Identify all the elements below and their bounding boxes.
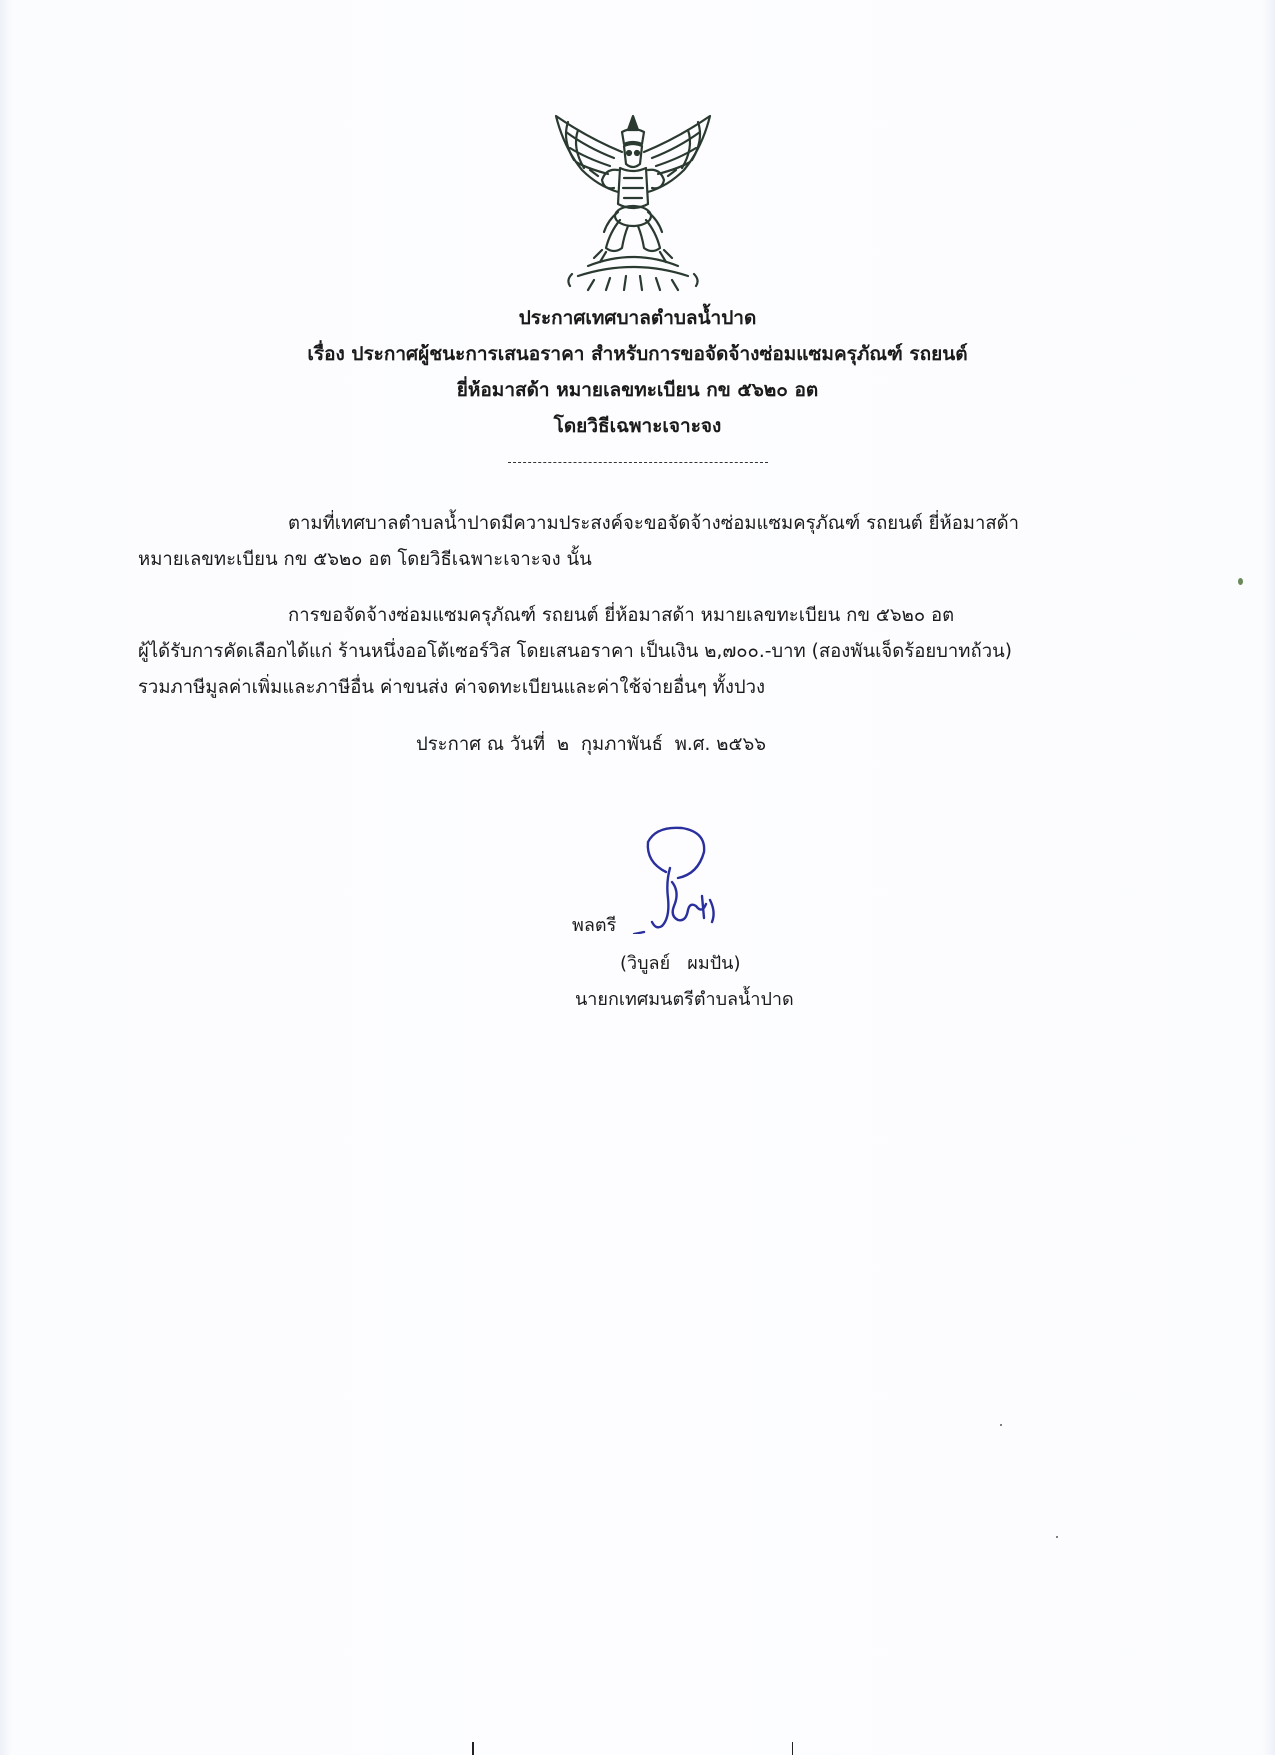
heading-line-1: ประกาศเทศบาลตำบลน้ำปาด xyxy=(518,307,757,329)
heading-divider xyxy=(508,462,768,463)
paragraph-1-line-2: หมายเลขทะเบียน กข ๕๖๒๐ อต โดยวิธีเฉพาะเจาะจง นั้น xyxy=(138,549,592,570)
heading-line-2: เรื่อง ประกาศผู้ชนะการเสนอราคา สำหรับการขอจัดจ้างซ่อมแซมครุภัณฑ์ รถยนต์ xyxy=(307,343,968,365)
scan-speck xyxy=(1056,1536,1058,1538)
garuda-emblem-icon xyxy=(548,108,718,293)
announcement-heading xyxy=(200,304,1075,440)
scan-speck xyxy=(1000,1424,1002,1426)
signatory-name: (วิบูลย์ ผมปัน) xyxy=(620,953,741,974)
scan-edge-mark xyxy=(472,1742,474,1755)
paragraph-2 xyxy=(138,598,1138,706)
heading-line-3: ยี่ห้อมาสด้า หมายเลขทะเบียน กข ๕๖๒๐ อต xyxy=(456,379,819,401)
scan-speck xyxy=(1238,578,1243,585)
paragraph-2-line-3: รวมภาษีมูลค่าเพิ่มและภาษีอื่น ค่าขนส่ง ค่าจดทะเบียนและค่าใช้จ่ายอื่นๆ ทั้งปวง xyxy=(138,677,766,698)
announcement-date: ประกาศ ณ วันที่ ๒ กุมภาพันธ์ พ.ศ. ๒๕๖๖ xyxy=(416,734,766,755)
paragraph-1-line-1: ตามที่เทศบาลตำบลน้ำปาดมีความประสงค์จะขอจัดจ้างซ่อมแซมครุภัณฑ์ รถยนต์ ยี่ห้อมาสด้า xyxy=(288,513,1020,534)
paragraph-2-line-1: การขอจัดจ้างซ่อมแซมครุภัณฑ์ รถยนต์ ยี่ห้อมาสด้า หมายเลขทะเบียน กข ๕๖๒๐ อต xyxy=(288,605,955,626)
signatory-title: นายกเทศมนตรีตำบลน้ำปาด xyxy=(575,989,794,1010)
signatory-rank: พลตรี xyxy=(572,915,617,936)
paragraph-1 xyxy=(138,506,1138,578)
paragraph-2-line-2: ผู้ได้รับการคัดเลือกได้แก่ ร้านหนึ่งออโต้เซอร์วิส โดยเสนอราคา เป็นเงิน ๒,๗๐๐.-บาท (สองพันเจ็ดร้อยบาทถ้วน) xyxy=(138,641,1012,662)
heading-line-4: โดยวิธีเฉพาะเจาะจง xyxy=(553,415,722,437)
handwritten-signature-icon xyxy=(626,822,728,934)
scan-edge-mark xyxy=(792,1742,793,1755)
